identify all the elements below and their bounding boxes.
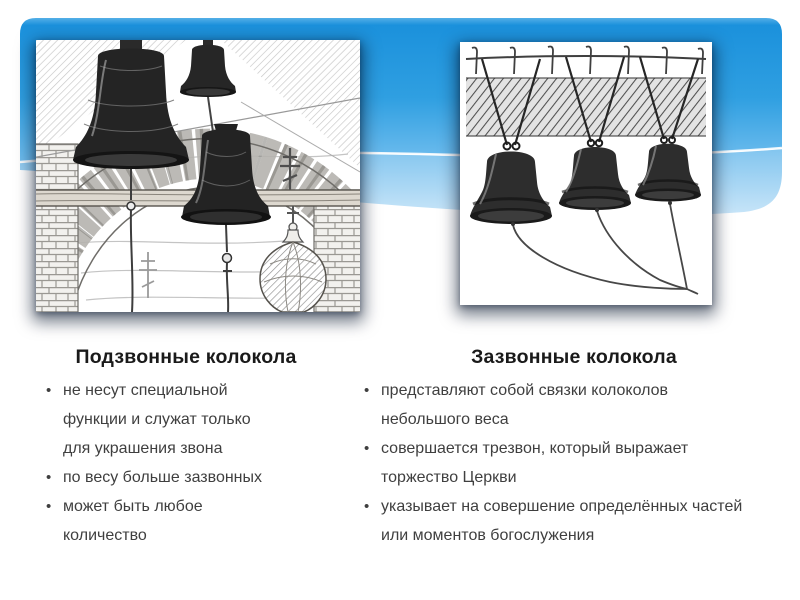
left-title: Подзвонные колокола [75, 346, 297, 368]
right-bullet-list [358, 376, 790, 550]
three-bells-illustration [460, 42, 712, 305]
bullet-dot: • [46, 382, 52, 399]
bullet-line: указывает на совершение определённых частей [381, 498, 743, 515]
bullet-line: или моментов богослужения [381, 527, 595, 544]
bullet-line: количество [63, 527, 147, 544]
bullet-item [46, 376, 332, 463]
bullet-item [46, 492, 332, 550]
right-title: Зазвонные колокола [471, 346, 677, 368]
bullet-line: совершается трезвон, который выражает [381, 440, 689, 457]
bullet-line: может быть любое [63, 498, 203, 515]
bullet-item [364, 376, 790, 434]
bullet-dot: • [364, 498, 370, 515]
bullet-line: для украшения звона [63, 440, 223, 457]
left-text-column [40, 340, 332, 550]
bullet-line: функции и служат только [63, 411, 251, 428]
bullet-item [364, 492, 790, 550]
bullet-item [46, 463, 332, 492]
right-text-column [358, 340, 790, 550]
bullet-line: не несут специальной [63, 382, 228, 399]
left-bullet-list [40, 376, 332, 550]
bullet-dot: • [364, 382, 370, 399]
bullet-line: небольшого веса [381, 411, 509, 428]
belfry-bells-illustration [36, 40, 360, 312]
bullet-line: представляют собой связки колоколов [381, 382, 669, 399]
left-bells-image [36, 40, 360, 312]
bullet-dot: • [46, 498, 52, 515]
bullet-line: по весу больше зазвонных [63, 469, 263, 486]
bullet-line: торжество Церкви [381, 469, 517, 486]
bullet-dot: • [364, 440, 370, 457]
bullet-item [364, 434, 790, 492]
right-bells-image [460, 42, 712, 305]
bullet-dot: • [46, 469, 52, 486]
